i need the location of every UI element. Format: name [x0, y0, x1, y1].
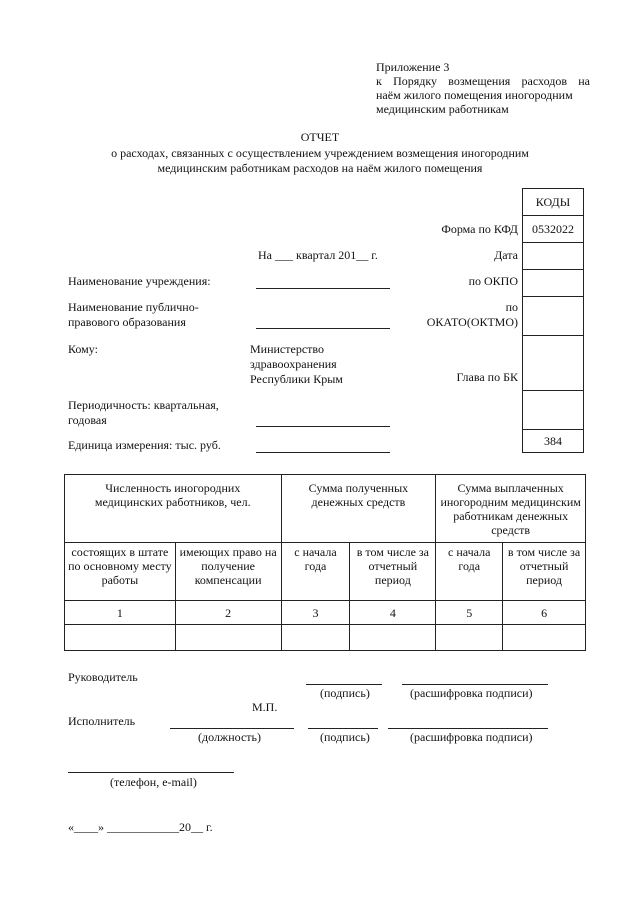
- head-signature-caption: (подпись): [320, 686, 370, 700]
- okato-label-1: по: [505, 300, 518, 314]
- report-subtitle-2: медицинским работникам расходов на наём жилого помещения: [157, 161, 483, 175]
- report-subtitle-1: о расходах, связанных с осуществлением учреждением возмещения иногородним: [111, 146, 529, 160]
- header-staff-count: Численность иногородних медицинских работников, чел.: [65, 475, 282, 543]
- executor-signature-caption: (подпись): [320, 730, 370, 744]
- unit-code-cell: 384: [523, 430, 584, 453]
- appendix-title: Приложение 3: [376, 60, 450, 74]
- codes-header: КОДЫ: [523, 189, 584, 216]
- subheader-received-ytd: с начала года: [281, 543, 350, 601]
- data-cell[interactable]: [65, 625, 176, 651]
- date-label: Дата: [494, 248, 518, 262]
- executor-decoding-line[interactable]: [388, 728, 548, 729]
- head-label: Руководитель: [68, 670, 138, 684]
- data-cell[interactable]: [436, 625, 503, 651]
- institution-input-line[interactable]: [256, 288, 390, 289]
- appendix-line-4: медицинским работникам: [376, 102, 509, 116]
- executor-label: Исполнитель: [68, 714, 136, 728]
- okato-label-2: ОКАТО(ОКТМО): [426, 315, 518, 329]
- column-number: 5: [436, 601, 503, 625]
- recipient-line-3: Республики Крым: [250, 372, 343, 386]
- subheader-paid-period: в том числе за отчетный период: [503, 543, 586, 601]
- periodicity-label-2: годовая: [68, 413, 107, 427]
- column-number: 1: [65, 601, 176, 625]
- report-table: [64, 474, 586, 651]
- institution-label: Наименование учреждения:: [68, 274, 211, 288]
- column-number: 4: [350, 601, 436, 625]
- form-kfd-label: Форма по КФД: [441, 222, 518, 236]
- recipient-line-2: здравоохранения: [250, 357, 337, 371]
- public-entity-label-2: правового образования: [68, 315, 186, 329]
- data-cell[interactable]: [350, 625, 436, 651]
- data-cell[interactable]: [175, 625, 281, 651]
- appendix-block: [376, 60, 590, 116]
- okpo-cell[interactable]: [523, 270, 584, 297]
- data-cell[interactable]: [281, 625, 350, 651]
- periodicity-input-line[interactable]: [256, 426, 390, 427]
- executor-position-line[interactable]: [170, 728, 294, 729]
- head-decoding-line[interactable]: [402, 684, 548, 685]
- recipient-line-1: Министерство: [250, 342, 324, 356]
- head-signature-line[interactable]: [306, 684, 382, 685]
- subheader-staff: состоящих в штате по основному месту работы: [65, 543, 176, 601]
- form-code-cell: 0532022: [523, 216, 584, 243]
- okpo-label: по ОКПО: [468, 274, 518, 288]
- bk-label: Глава по БК: [456, 370, 518, 384]
- phone-line[interactable]: [68, 772, 234, 773]
- appendix-line-2: к Порядку возмещения расходов на: [376, 74, 590, 88]
- stamp-label: М.П.: [252, 700, 278, 714]
- public-entity-input-line[interactable]: [256, 328, 390, 329]
- date-cell[interactable]: [523, 243, 584, 270]
- unit-label: Единица измерения: тыс. руб.: [68, 438, 221, 452]
- column-number: 6: [503, 601, 586, 625]
- executor-signature-line[interactable]: [308, 728, 378, 729]
- header-received: Сумма полученных денежных средств: [281, 475, 436, 543]
- date-line: «____» ____________20__ г.: [68, 820, 213, 834]
- column-number: 3: [281, 601, 350, 625]
- unit-input-line[interactable]: [256, 452, 390, 453]
- okato-cell[interactable]: [523, 297, 584, 336]
- subheader-paid-ytd: с начала года: [436, 543, 503, 601]
- head-decoding-caption: (расшифровка подписи): [410, 686, 533, 700]
- public-entity-label-1: Наименование публично-: [68, 300, 199, 314]
- codes-table: [522, 188, 584, 453]
- subheader-received-period: в том числе за отчетный период: [350, 543, 436, 601]
- phone-caption: (телефон, e-mail): [110, 775, 197, 789]
- appendix-line-3: наём жилого помещения иногородним: [376, 88, 573, 102]
- empty-code-cell[interactable]: [523, 391, 584, 430]
- report-heading: ОТЧЕТ: [300, 130, 340, 144]
- executor-decoding-caption: (расшифровка подписи): [410, 730, 533, 744]
- recipient-block: [250, 342, 343, 387]
- bk-cell[interactable]: [523, 336, 584, 391]
- column-number: 2: [175, 601, 281, 625]
- subheader-eligible: имеющих право на получение компенсации: [175, 543, 281, 601]
- header-paid: Сумма выплаченных иногородним медицинским работникам денежных средств: [436, 475, 586, 543]
- position-caption: (должность): [198, 730, 261, 744]
- data-cell[interactable]: [503, 625, 586, 651]
- periodicity-label-1: Периодичность: квартальная,: [68, 398, 219, 412]
- to-label: Кому:: [68, 342, 98, 356]
- period-label: На ___ квартал 201__ г.: [258, 248, 378, 262]
